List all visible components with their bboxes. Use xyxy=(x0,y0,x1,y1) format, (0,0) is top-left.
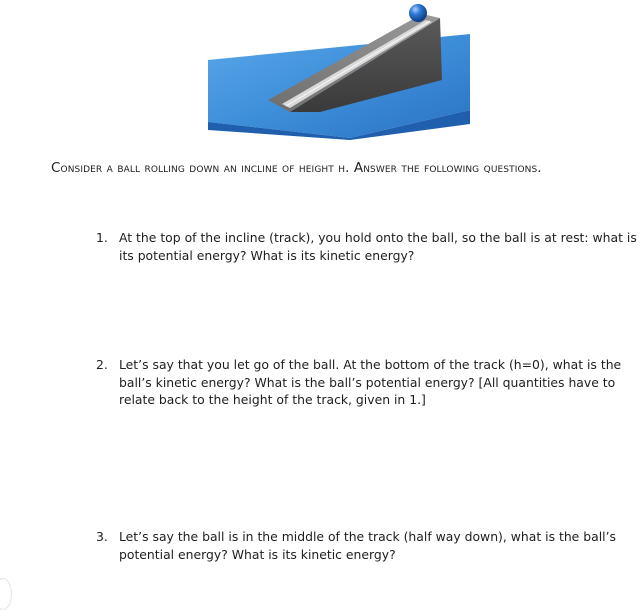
question-text: Let’s say the ball is in the middle of the track (half way down), what is the ball’s potential energy? What is its kinetic energy? xyxy=(119,529,616,562)
ball-on-incline-illustration xyxy=(190,0,470,140)
question-1 xyxy=(96,229,642,264)
question-number: 3. xyxy=(96,529,108,544)
question-text: At the top of the incline (track), you hold onto the ball, so the ball is at rest: what is its potential energy? What is its kinetic energy? xyxy=(119,230,637,263)
page-heading: Consider a ball rolling down an incline of height h. Answer the following questions. xyxy=(51,160,542,176)
page-edge-decoration xyxy=(0,578,12,610)
question-text: Let’s say that you let go of the ball. At the bottom of the track (h=0), what is the ball’s kinetic energy? What is the ball’s potential energy? [All quantities have to relate back to the height of the track, given in 1.] xyxy=(119,357,622,407)
question-2 xyxy=(96,356,642,409)
question-number: 2. xyxy=(96,357,108,372)
ball xyxy=(409,4,427,22)
question-number: 1. xyxy=(96,230,108,245)
question-3 xyxy=(96,528,642,563)
